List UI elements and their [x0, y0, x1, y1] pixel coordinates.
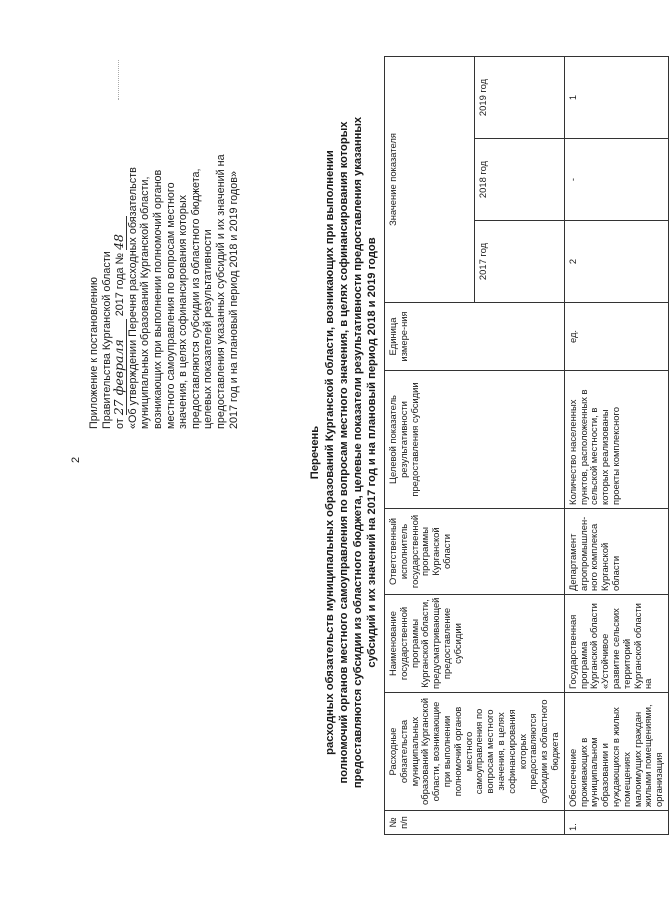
cell-indicator: Количество населенных пунктов, расположенных в сельской местности, в которых реализованы проекты комплексного — [564, 371, 668, 509]
annex-line: Правительства Курганской области — [100, 251, 113, 429]
annex-line: значения, в целях софинансирования которых — [177, 194, 190, 429]
annex-line: целевых показателей результативности — [202, 229, 215, 429]
header-values-group: Значение показателя — [385, 57, 475, 303]
header-indicator: Целевой показатель результативности предоставления субсидии — [385, 371, 565, 509]
header-unit: Единица измере-ния — [385, 303, 565, 371]
header-obligations: Расходные обязательства муниципальных образований Курганской области, возникающие при выполнении полномочий органов местного самоуправления по вопросам местного значения, в целях софинансирования которых предоставляются субсидии из областного бюджета — [385, 693, 565, 811]
cell-executor: Департамент агропромышлен-ного комплекса Курганской области — [564, 509, 668, 595]
cell-2017: 2 — [564, 221, 668, 303]
annex-line: предоставляются субсидии из областного бюджета, — [189, 168, 202, 429]
annex-block — [88, 74, 240, 429]
page-number: 2 — [70, 456, 82, 463]
annex-line: местного самоуправления по вопросам местного — [164, 182, 177, 429]
cell-2019: 1 — [564, 57, 668, 139]
annex-line: Приложение к постановлению — [88, 277, 100, 429]
header-2017: 2017 год — [474, 221, 564, 303]
header-2019: 2019 год — [474, 57, 564, 139]
cell-program: Государственная программа Курганской области «Устойчивое развитие сельских территорий Курганской области на — [564, 595, 668, 693]
cell-obligation: Обеспечение проживающих в муниципальном образовании и нуждающихся в жилых помещениях малоимущих граждан жилыми помещениями, организация — [564, 693, 668, 811]
document-title-line: полномочий органов местного самоуправления по вопросам местного значения, в целях софинансирования которых — [338, 121, 350, 784]
annex-line: муниципальных образований Курганской области, — [139, 176, 152, 429]
obligations-table — [384, 56, 669, 835]
cell-unit: ед. — [564, 303, 668, 371]
document-title-line: предоставляются субсидии из областного бюджета, целевые показатели результативности предоставления указанных — [352, 116, 364, 789]
annex-line: «Об утверждении Перечня расходных обязательств — [126, 167, 139, 429]
document-heading: Перечень — [309, 425, 321, 480]
table-row — [564, 57, 668, 835]
document-title-line: расходных обязательств муниципальных образований Курганской области, возникающих при выполнении — [324, 150, 336, 755]
header-program: Наименование государственной программы Курганской области, предусматривающей предоставление субсидии — [385, 595, 565, 693]
date-prefix: от — [114, 418, 127, 429]
table-header-row — [385, 57, 475, 835]
header-2018: 2018 год — [474, 139, 564, 221]
handwritten-date: 27 февраля — [113, 319, 127, 415]
annex-line: предоставления указанных субсидий и их значений на — [214, 154, 227, 429]
annex-line: 2017 год и на плановый период 2018 и 2019 годов» — [227, 171, 240, 429]
date-year: 2017 года № — [114, 252, 127, 317]
header-num: № п/п — [385, 811, 565, 835]
cell-num: 1. — [564, 811, 668, 835]
cell-2018: - — [564, 139, 668, 221]
header-executor: Ответственный исполнитель государственной программы Курганской области — [385, 509, 565, 595]
handwritten-number: 48 — [113, 216, 127, 250]
annex-line: возникающих при выполнении полномочий органов — [151, 169, 164, 429]
annex-date-line — [113, 74, 127, 429]
document-title-line: субсидий и их значений на 2017 год и на плановый период 2018 и 2019 годов — [366, 237, 378, 668]
